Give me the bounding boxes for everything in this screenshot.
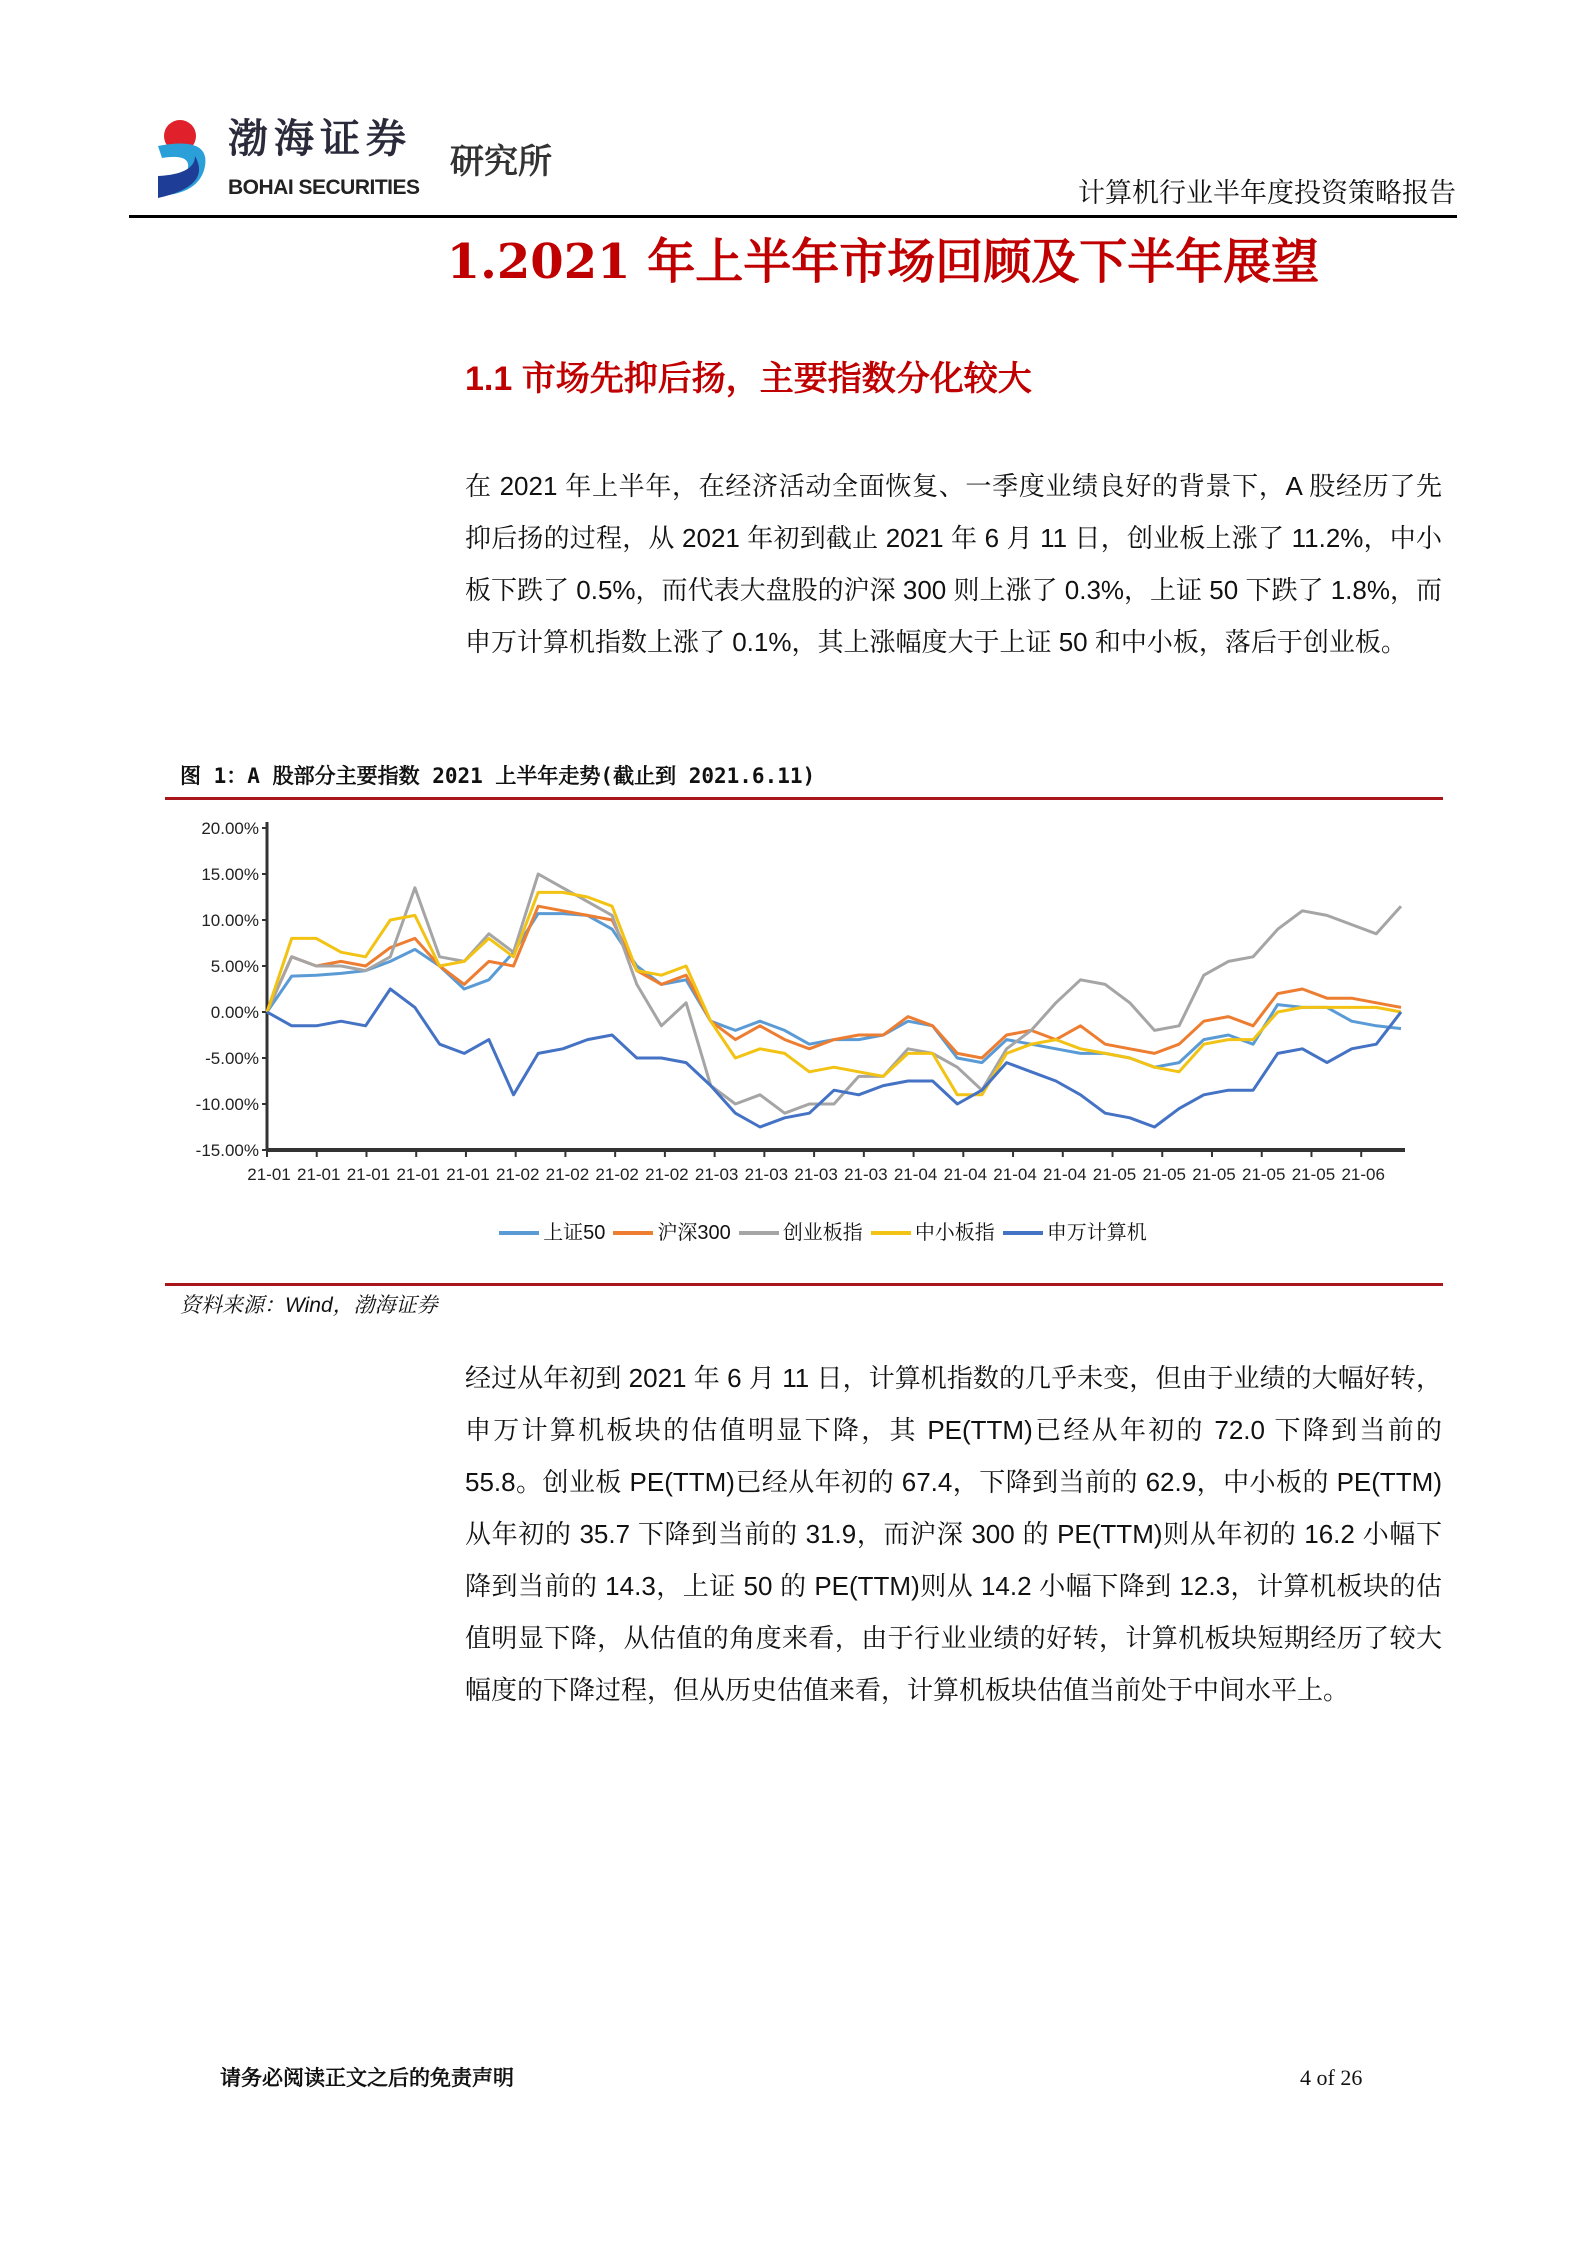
series-line-3 [267, 892, 1401, 1094]
x-tick-label: 21-03 [694, 1165, 739, 1184]
paragraph-valuation: 经过从年初到 2021 年 6 月 11 日，计算机指数的几乎未变，但由于业绩的大幅好转，申万计算机板块的估值明显下降，其 PE(TTM)已经从年初的 72.0 下降到当前的 55.8。创业板 PE(TTM)已经从年初的 67.4，下降到当前的 62.9，中小板的 PE(TTM)从年初的 35.7 下降到当前的 31.9，而沪深 300 的 PE(TTM)则从年初的 16.2 小幅下降到当前的 14.3，上证 50 的 PE(TTM)则从 14.2 小幅下降到 12.3，计算机板块的估值明显下降，从估值的角度来看，由于行业业绩的好转，计算机板块短期经历了较大幅度的下降过程，但从历史估值来看，计算机板块估值当前处于中间水平上。 [465, 1363, 1442, 1705]
figure-caption: 图 1：A 股部分主要指数 2021 上半年走势(截止到 2021.6.11) [180, 764, 816, 788]
y-tick-label: 10.00% [201, 911, 259, 930]
x-tick-label: 21-03 [794, 1165, 838, 1184]
bohai-logo-mark-icon [150, 116, 220, 201]
legend-label: 申万计算机 [1046, 1222, 1147, 1244]
y-tick-label: 20.00% [201, 819, 259, 838]
y-tick-label: -5.00% [205, 1049, 259, 1068]
legend-swatch [613, 1231, 653, 1235]
series-line-4 [267, 989, 1401, 1127]
y-tick-label: 0.00% [210, 1003, 259, 1022]
x-tick-label: 21-01 [346, 1165, 391, 1184]
legend-swatch [739, 1231, 779, 1235]
x-tick-label: 21-01 [396, 1165, 440, 1184]
index-trend-chart [165, 800, 1445, 1210]
legend-item [499, 1219, 605, 1247]
header-divider [129, 215, 1457, 218]
x-tick-label: 21-02 [595, 1165, 639, 1184]
legend-swatch [871, 1231, 911, 1235]
x-tick-label: 21-02 [645, 1165, 689, 1184]
x-tick-label: 21-02 [545, 1165, 590, 1184]
x-tick-label: 21-05 [1142, 1165, 1187, 1184]
bohai-logo [150, 116, 590, 208]
logo-english-name: BOHAI SECURITIES [228, 176, 420, 199]
series-line-2 [267, 874, 1401, 1113]
logo-chinese-name: 渤海证券 [228, 115, 412, 162]
x-tick-label: 21-05 [1291, 1165, 1336, 1184]
page-number: 4 of 26 [1300, 2065, 1363, 2090]
x-tick-label: 21-03 [744, 1165, 789, 1184]
paragraph-market-review: 在 2021 年上半年，在经济活动全面恢复、一季度业绩良好的背景下，A 股经历了先抑后扬的过程，从 2021 年初到截止 2021 年 6 月 11 日，创业板上涨了 11.2%，中小板下跌了 0.5%，而代表大盘股的沪深 300 则上涨了 0.3%，上证 50 下跌了 1.8%，而申万计算机指数上涨了 0.1%，其上涨幅度大于上证 50 和中小板，落后于创业板。 [465, 471, 1442, 657]
legend-item [871, 1219, 995, 1247]
report-title: 计算机行业半年度投资策略报告 [1078, 178, 1456, 208]
y-tick-label: 5.00% [210, 957, 259, 976]
legend-label: 中小板指 [914, 1222, 995, 1244]
legend-item [1003, 1219, 1147, 1247]
legend-swatch [1003, 1231, 1043, 1235]
legend-label: 上证50 [543, 1222, 606, 1244]
footer-disclaimer: 请务必阅读正文之后的免责声明 [220, 2065, 514, 2090]
legend-item [739, 1219, 863, 1247]
legend-label: 沪深300 [657, 1222, 731, 1244]
figure-bottom-rule [165, 1283, 1443, 1286]
x-tick-label: 21-01 [446, 1165, 490, 1184]
legend-item [613, 1219, 730, 1247]
x-tick-label: 21-04 [993, 1165, 1037, 1184]
x-tick-label: 21-02 [495, 1165, 540, 1184]
logo-institute: 研究所 [450, 143, 552, 181]
x-tick-label: 21-05 [1192, 1165, 1236, 1184]
series-line-0 [267, 914, 1401, 1068]
x-tick-label: 21-01 [247, 1165, 291, 1184]
x-tick-label: 21-04 [943, 1165, 988, 1184]
x-tick-label: 21-06 [1341, 1165, 1385, 1184]
y-tick-label: -10.00% [195, 1095, 259, 1114]
legend-swatch [499, 1231, 539, 1235]
x-tick-label: 21-04 [893, 1165, 938, 1184]
figure-source: 资料来源：Wind，渤海证券 [180, 1294, 438, 1317]
legend-label: 创业板指 [782, 1222, 863, 1244]
x-tick-label: 21-05 [1241, 1165, 1286, 1184]
chart-legend [0, 1215, 1586, 1247]
y-tick-label: -15.00% [195, 1141, 259, 1160]
x-tick-label: 21-01 [296, 1165, 341, 1184]
x-tick-label: 21-04 [1043, 1165, 1087, 1184]
chapter-title: 1.2021 年上半年市场回顾及下半年展望 [446, 234, 1320, 290]
y-tick-label: 15.00% [201, 865, 259, 884]
x-tick-label: 21-05 [1092, 1165, 1137, 1184]
x-tick-label: 21-03 [844, 1165, 888, 1184]
section-title: 1.1 市场先抑后扬，主要指数分化较大 [465, 360, 1032, 398]
